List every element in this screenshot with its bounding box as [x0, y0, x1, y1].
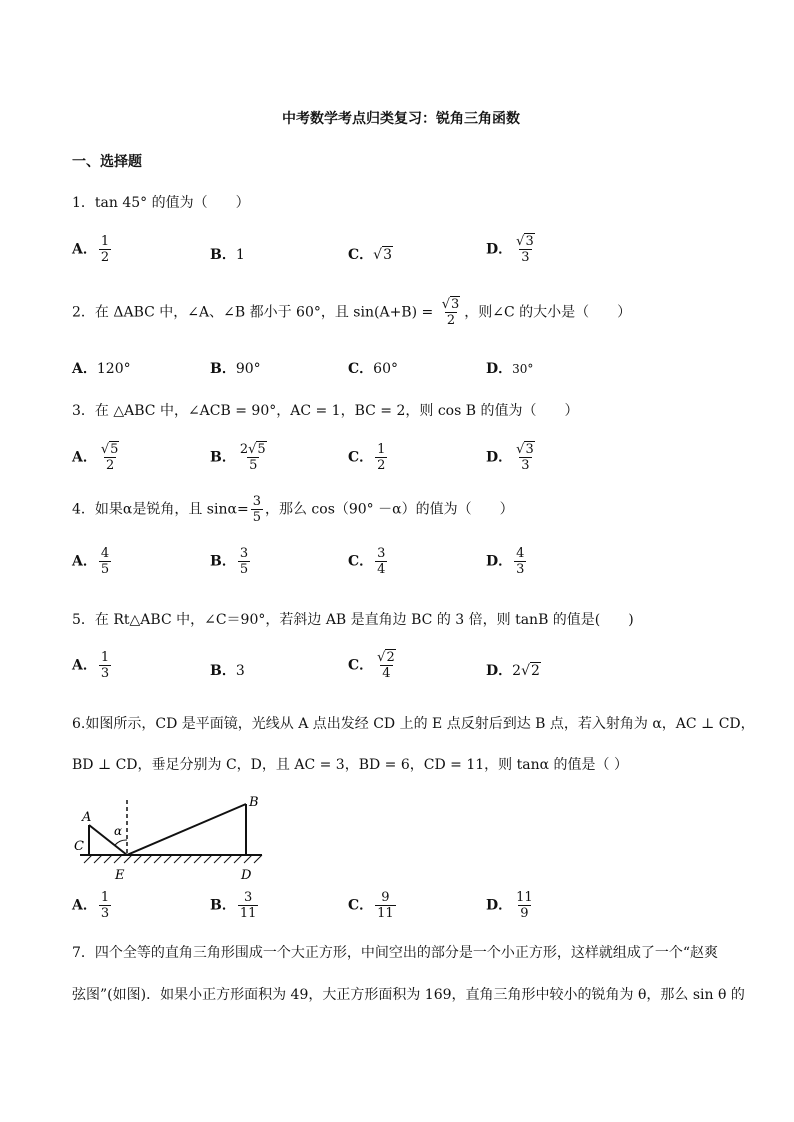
- question-4-stem: [72, 494, 514, 525]
- q1-option-c[interactable]: C．√3: [348, 247, 392, 263]
- question-2-stem: 2．在 ΔABC 中，∠A、∠B 都小于 60°，且 sin(A+B) = $\frac{√3}{2}$ ，则∠C 的大小是（ ）: [72, 297, 632, 328]
- fraction-denominator: 9: [520, 906, 529, 921]
- option-label: A．: [72, 657, 97, 674]
- option-label: C．: [348, 897, 374, 914]
- option-value: 90°: [235, 361, 261, 377]
- q4-option-b[interactable]: [210, 546, 252, 577]
- fraction-numerator: 1: [100, 234, 110, 249]
- radicand: 3: [383, 247, 392, 263]
- mirror-reflection-figure: [70, 788, 270, 888]
- option-value: 60°: [373, 361, 398, 377]
- q2-option-b[interactable]: [210, 358, 261, 378]
- fraction-numerator: 4: [516, 546, 525, 561]
- option-label: C．: [348, 553, 374, 570]
- option-label: D．: [486, 553, 513, 570]
- question-3-stem: 3．在 △ABC 中，∠ACB = 90°，AC = 1，BC = 2，则 cos B 的值为（ ）: [72, 403, 579, 419]
- fraction-numerator: 3: [243, 890, 253, 905]
- option-label: B．: [210, 247, 236, 263]
- fraction-denominator: 2: [377, 458, 386, 473]
- fraction-denominator: 3: [516, 562, 525, 577]
- option-label: D．: [486, 897, 513, 914]
- q3-option-b[interactable]: B． $\frac{2√5}{5}$: [210, 442, 266, 473]
- option-label: A．: [72, 361, 97, 377]
- option-label: B．: [210, 449, 236, 466]
- figure-label-c: C: [74, 839, 84, 854]
- q1-option-d[interactable]: D． $\frac{√3}{3}$: [486, 234, 534, 265]
- fraction-denominator: 5: [239, 562, 249, 577]
- radicand: 3: [450, 297, 460, 312]
- fraction-numerator: 3: [252, 494, 261, 509]
- figure-label-e: E: [115, 868, 125, 883]
- fraction-denominator: 11: [377, 906, 394, 921]
- q1-option-b[interactable]: [210, 244, 245, 264]
- numerator-coefficient: 2: [239, 442, 249, 457]
- figure-label-d: D: [241, 868, 252, 883]
- fraction-numerator: 3: [239, 546, 249, 561]
- radicand: 5: [110, 442, 119, 457]
- section-heading: 一、选择题: [72, 154, 142, 170]
- q2-option-d[interactable]: [486, 358, 533, 378]
- radicand: 2: [386, 650, 395, 665]
- option-label: B．: [210, 897, 236, 914]
- fraction-numerator: 3: [377, 546, 386, 561]
- q4-option-d[interactable]: [486, 546, 528, 577]
- q2-stem-part1: 2．在 ΔABC 中，∠A、∠B 都小于 60°，且 sin(A+B) =: [72, 304, 438, 321]
- option-label: C．: [348, 247, 374, 263]
- question-6-line1: 6.如图所示，CD 是平面镜，光线从 A 点出发经 CD 上的 E 点反射后到达 B 点，若入射角为 α，AC ⊥ CD，: [72, 716, 755, 732]
- option-label: B．: [210, 553, 236, 570]
- q5-option-c[interactable]: C． $\frac{√2}{4}$: [348, 650, 395, 681]
- q5-option-b[interactable]: [210, 660, 245, 680]
- figure-label-alpha: α: [114, 824, 123, 838]
- q6-option-b[interactable]: [210, 890, 260, 921]
- option-label: A．: [72, 241, 97, 258]
- option-label: A．: [72, 449, 97, 466]
- fraction-numerator: 11: [516, 890, 533, 905]
- q3-option-a[interactable]: A． $\frac{√5}{2}$: [72, 442, 119, 473]
- fraction-denominator: 4: [377, 562, 386, 577]
- option-label: D．: [486, 241, 513, 258]
- fraction-numerator: 4: [100, 546, 110, 561]
- radicand: 3: [525, 442, 534, 457]
- option-label: C．: [348, 449, 374, 466]
- q4-option-c[interactable]: [348, 546, 389, 577]
- q5-option-d[interactable]: D．2√2: [486, 663, 540, 679]
- q3-option-d[interactable]: D． $\frac{√3}{3}$: [486, 442, 534, 473]
- option-label: C．: [348, 361, 374, 377]
- fraction-denominator: 5: [252, 510, 261, 525]
- fraction-denominator: 5: [249, 458, 258, 473]
- fraction-denominator: 11: [239, 906, 257, 921]
- coefficient: 2: [512, 663, 522, 679]
- question-6-line2: BD ⊥ CD，垂足分别为 C，D，且 AC = 3，BD = 6，CD = 11，则 tanα 的值是（ ）: [72, 757, 628, 773]
- q5-option-a[interactable]: [72, 650, 113, 681]
- q4-stem-part2: ，那么 cos（90° －α）的值为（ ）: [264, 501, 514, 518]
- q6-option-a[interactable]: [72, 890, 113, 921]
- question-1-stem: 1．tan 45° 的值为（ ）: [72, 195, 250, 211]
- fraction-numerator: 1: [100, 650, 110, 665]
- fraction-denominator: 4: [382, 666, 391, 681]
- fraction-denominator: 5: [100, 562, 110, 577]
- option-value: 120°: [96, 361, 131, 377]
- option-label: D．: [486, 361, 513, 377]
- option-label: B．: [210, 361, 236, 377]
- fraction-numerator: 9: [381, 890, 390, 905]
- option-label: D．: [486, 663, 513, 679]
- fraction-denominator: 3: [100, 906, 110, 921]
- option-label: A．: [72, 553, 97, 570]
- fraction-denominator: 2: [106, 458, 115, 473]
- q1-option-a[interactable]: [72, 234, 113, 265]
- radicand: 5: [257, 442, 266, 457]
- q2-stem-part2: ，则∠C 的大小是（ ）: [464, 304, 632, 321]
- figure-label-b: B: [249, 795, 259, 810]
- option-label: B．: [210, 663, 236, 679]
- option-label: D．: [486, 449, 513, 466]
- fraction-denominator: 2: [446, 313, 456, 328]
- fraction-denominator: 3: [100, 666, 110, 681]
- q4-option-a[interactable]: [72, 546, 113, 577]
- option-value: 30°: [512, 362, 534, 376]
- question-7-line1: 7．四个全等的直角三角形围成一个大正方形，中间空出的部分是一个小正方形，这样就组成了一个“赵爽: [72, 945, 719, 961]
- q3-option-c[interactable]: [348, 442, 389, 473]
- option-label: A．: [72, 897, 97, 914]
- radicand: 3: [525, 234, 534, 249]
- q2-option-a[interactable]: [72, 358, 131, 378]
- fraction-numerator: 1: [100, 890, 110, 905]
- option-value: 1: [235, 247, 245, 263]
- figure-label-a: A: [82, 810, 92, 825]
- q4-stem-part1: 4．如果α是锐角，且 sinα=: [72, 501, 249, 518]
- fraction-denominator: 3: [521, 458, 530, 473]
- fraction-denominator: 2: [100, 250, 110, 265]
- page-title: 中考数学考点归类复习：锐角三角函数: [282, 111, 520, 127]
- option-label: C．: [348, 657, 374, 674]
- q2-option-c[interactable]: [348, 358, 398, 378]
- q6-option-c[interactable]: [348, 890, 398, 921]
- option-value: 3: [235, 663, 245, 679]
- q6-option-d[interactable]: [486, 890, 537, 921]
- fraction-denominator: 3: [521, 250, 530, 265]
- question-7-line2: 弦图”(如图)．如果小正方形面积为 49，大正方形面积为 169，直角三角形中较小的锐角为 θ，那么 sin θ 的: [72, 987, 745, 1003]
- question-5-stem: 5．在 Rt△ABC 中，∠C＝90°，若斜边 AB 是直角边 BC 的 3 倍，则 tanB 的值是( ): [72, 612, 634, 628]
- radicand: 2: [530, 663, 540, 679]
- fraction-numerator: 1: [377, 442, 386, 457]
